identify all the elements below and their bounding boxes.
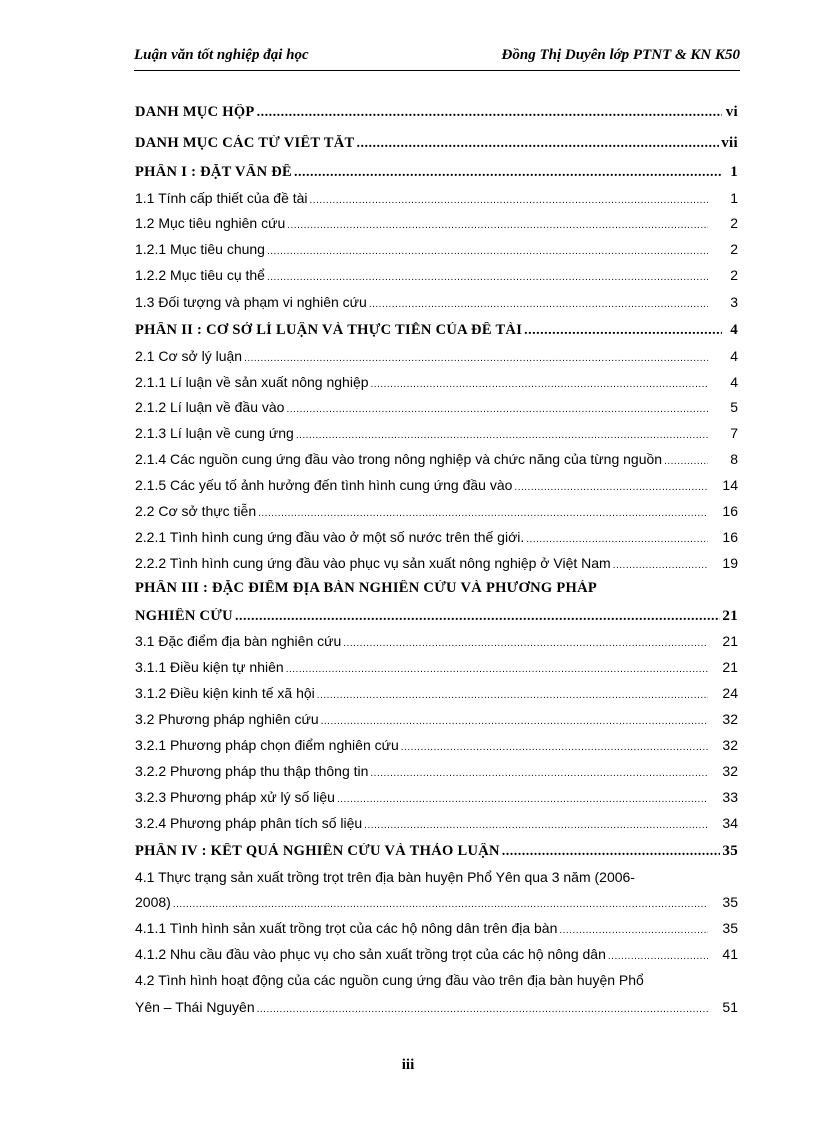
toc-entry[interactable] [135, 267, 738, 283]
toc-entry-title: NGHIÊN CỨU [135, 608, 233, 624]
toc-entry[interactable] [135, 215, 738, 231]
toc-page-number: 2 [730, 241, 738, 257]
toc-entry[interactable] [135, 451, 738, 467]
toc-entry[interactable] [135, 529, 738, 545]
toc-entry-title: 2.2 Cơ sở thực tiễn [135, 503, 257, 519]
toc-page-number: 35 [722, 920, 738, 936]
toc-page-number: vi [725, 104, 738, 120]
toc-page-number: 21 [722, 608, 738, 624]
toc-entry-title: PHẦN IV : KẾT QUẢ NGHIÊN CỨU VÀ THẢO LUẬN [135, 843, 500, 859]
toc-dot-leader [369, 299, 708, 310]
toc-dot-leader [267, 272, 708, 283]
toc-part-heading[interactable] [135, 608, 738, 625]
toc-page-number: 7 [730, 425, 738, 441]
toc-page-number: 34 [722, 815, 738, 831]
toc-dot-leader [287, 220, 708, 231]
toc-entry-title: Yên – Thái Nguyên [135, 999, 255, 1015]
toc-dot-leader [258, 508, 708, 519]
toc-entry-title: 2.2.2 Tình hình cung ứng đầu vào phục vụ sản xuất nông nghiệp ở Việt Nam [135, 555, 611, 571]
toc-entry-title: DANH MỤC CÁC TỪ VIẾT TẮT [135, 135, 355, 151]
toc-entry[interactable] [135, 920, 738, 936]
toc-dot-leader [286, 404, 708, 415]
toc-dot-leader [526, 534, 708, 545]
toc-page-number: 1 [730, 190, 738, 206]
toc-entry-title: 2008) [135, 894, 171, 910]
toc-entry-title: 2.1.5 Các yếu tố ảnh hưởng đến tình hình cung ứng đầu vào [135, 477, 513, 493]
toc-dot-leader [321, 716, 708, 727]
toc-page-number: 1 [730, 164, 738, 180]
toc-page-number: 4 [730, 322, 738, 338]
toc-entry[interactable] [135, 503, 738, 519]
toc-dot-leader [364, 820, 708, 831]
toc-entry[interactable] [135, 190, 738, 206]
toc-entry[interactable] [135, 869, 738, 885]
toc-entry-title: 1.2 Mục tiêu nghiên cứu [135, 215, 286, 231]
toc-entry-title: 3.1.1 Điều kiện tự nhiên [135, 659, 284, 675]
toc-entry-title: DANH MỤC HỘP [135, 104, 255, 120]
toc-entry-title: 4.2 Tình hình hoạt động của các nguồn cung ứng đầu vào trên địa bàn huyện Phổ [135, 972, 644, 988]
toc-entry[interactable] [135, 659, 738, 675]
toc-entry-title: 1.3 Đối tượng và phạm vi nghiên cứu [135, 294, 367, 310]
toc-page-number: 14 [722, 477, 738, 493]
toc-page-number: 33 [722, 789, 738, 805]
header-author-class: Đồng Thị Duyên lớp PTNT & KN K50 [501, 47, 740, 63]
header-thesis-title: Luận văn tốt nghiệp đại học [134, 47, 309, 63]
toc-dot-leader [286, 664, 708, 675]
toc-page-number: 19 [722, 555, 738, 571]
toc-dot-leader [664, 456, 708, 467]
toc-dot-leader [173, 899, 708, 910]
toc-dot-leader [401, 742, 708, 753]
toc-page-number: 32 [722, 711, 738, 727]
toc-page-number: 41 [722, 946, 738, 962]
toc-entry-title: 3.2 Phương pháp nghiên cứu [135, 711, 319, 727]
toc-entry-title: 4.1 Thực trạng sản xuất trồng trọt trên địa bàn huyện Phổ Yên qua 3 năm (2006- [135, 869, 635, 885]
toc-entry-title: 2.1.3 Lí luận về cung ứng [135, 425, 294, 441]
toc-part-heading[interactable] [135, 580, 738, 597]
toc-entry-title: PHẦN II : CƠ SỞ LÍ LUẬN VÀ THỰC TIỄN CỦA ĐỀ TÀI [135, 322, 523, 338]
header-rule [134, 70, 740, 71]
toc-entry-title: 1.1 Tính cấp thiết của đề tài [135, 190, 308, 206]
toc-part-heading[interactable] [135, 135, 738, 152]
toc-entry-title: 1.2.1 Mục tiêu chung [135, 241, 265, 257]
toc-dot-leader [235, 609, 720, 625]
toc-entry-title: 3.1 Đặc điểm địa bàn nghiên cứu [135, 633, 342, 649]
toc-entry[interactable] [135, 633, 738, 649]
toc-entry[interactable] [135, 763, 738, 779]
toc-dot-leader [357, 136, 720, 152]
toc-entry-title: 1.2.2 Mục tiêu cụ thể [135, 267, 265, 283]
toc-entry-title: PHẦN III : ĐẶC ĐIỂM ĐỊA BÀN NGHIÊN CỨU VÀ PHƯƠNG PHÁP [135, 580, 598, 596]
toc-page-number: 35 [722, 894, 738, 910]
toc-page-number: 4 [730, 348, 738, 364]
toc-dot-leader [317, 690, 708, 701]
toc-dot-leader [514, 482, 708, 493]
toc-page-number: 2 [730, 267, 738, 283]
toc-entry-title: 3.2.2 Phương pháp thu thập thông tin [135, 763, 369, 779]
toc-entry[interactable] [135, 972, 738, 988]
toc-entry[interactable] [135, 348, 738, 364]
toc-dot-leader [257, 1004, 708, 1015]
toc-entry-title: 2.1.4 Các nguồn cung ứng đầu vào trong nông nghiệp và chức năng của từng nguồn [135, 451, 663, 467]
toc-entry-title: 2.2.1 Tình hình cung ứng đầu vào ở một số nước trên thế giới. [135, 529, 525, 545]
toc-dot-leader [371, 379, 708, 390]
toc-entry[interactable] [135, 946, 738, 962]
toc-part-heading[interactable] [135, 322, 738, 339]
toc-dot-leader [257, 105, 722, 121]
toc-page-number: 16 [722, 503, 738, 519]
toc-entry-title: 3.1.2 Điều kiện kinh tế xã hội [135, 685, 315, 701]
toc-entry-title: 4.1.2 Nhu cầu đầu vào phục vụ cho sản xuất trồng trọt của các hộ nông dân [135, 946, 606, 962]
toc-entry[interactable] [135, 425, 738, 441]
toc-entry[interactable] [135, 685, 738, 701]
toc-page-number: 32 [722, 737, 738, 753]
page-header [134, 47, 740, 69]
toc-entry[interactable] [135, 789, 738, 805]
toc-page-number: 35 [722, 843, 738, 859]
toc-entry-title: 4.1.1 Tình hình sản xuất trồng trọt của các hộ nông dân trên địa bàn [135, 920, 558, 936]
toc-dot-leader [524, 323, 722, 339]
toc-dot-leader [244, 353, 708, 364]
toc-page-number: 2 [730, 215, 738, 231]
toc-page-number: 21 [722, 659, 738, 675]
toc-dot-leader [370, 768, 708, 779]
toc-entry-title: 2.1.1 Lí luận về sản xuất nông nghiệp [135, 374, 369, 390]
toc-dot-leader [267, 246, 708, 257]
toc-dot-leader [559, 925, 708, 936]
toc-entry[interactable] [135, 374, 738, 390]
toc-entry[interactable] [135, 294, 738, 310]
toc-dot-leader [296, 430, 708, 441]
toc-dot-leader [310, 195, 708, 206]
toc-page-number: 21 [722, 633, 738, 649]
toc-dot-leader [294, 165, 722, 181]
toc-entry[interactable] [135, 477, 738, 493]
toc-dot-leader [337, 794, 708, 805]
toc-entry[interactable] [135, 399, 738, 415]
toc-entry-title: 2.1 Cơ sở lý luận [135, 348, 243, 364]
toc-page-number: 24 [722, 685, 738, 701]
toc-entry-title: 3.2.4 Phương pháp phân tích số liệu [135, 815, 363, 831]
toc-part-heading[interactable] [135, 104, 738, 121]
toc-entry[interactable] [135, 241, 738, 257]
toc-entry-title: 2.1.2 Lí luận về đầu vào [135, 399, 285, 415]
toc-page-number: 3 [730, 294, 738, 310]
toc-entry-title: 3.2.3 Phương pháp xử lý số liệu [135, 789, 335, 805]
toc-entry[interactable] [135, 999, 738, 1015]
toc-page-number: 51 [722, 999, 738, 1015]
page-number: iii [401, 1057, 415, 1073]
toc-part-heading[interactable] [135, 164, 738, 181]
toc-dot-leader [502, 844, 721, 860]
toc-dot-leader [343, 638, 708, 649]
toc-part-heading[interactable] [135, 843, 738, 860]
toc-entry[interactable] [135, 815, 738, 831]
toc-page-number: 5 [730, 399, 738, 415]
toc-entry-title: 3.2.1 Phương pháp chọn điểm nghiên cứu [135, 737, 399, 753]
toc-page-number: vii [721, 135, 738, 151]
toc-entry[interactable] [135, 711, 738, 727]
toc-dot-leader [613, 560, 708, 571]
toc-entry[interactable] [135, 555, 738, 571]
toc-page-number: 16 [722, 529, 738, 545]
toc-page-number: 32 [722, 763, 738, 779]
toc-dot-leader [608, 951, 708, 962]
toc-page-number: 4 [730, 374, 738, 390]
toc-entry-title: PHẦN I : ĐẶT VẤN ĐỀ [135, 164, 293, 180]
toc-entry[interactable] [135, 737, 738, 753]
toc-page-number: 8 [730, 451, 738, 467]
toc-entry[interactable] [135, 894, 738, 910]
